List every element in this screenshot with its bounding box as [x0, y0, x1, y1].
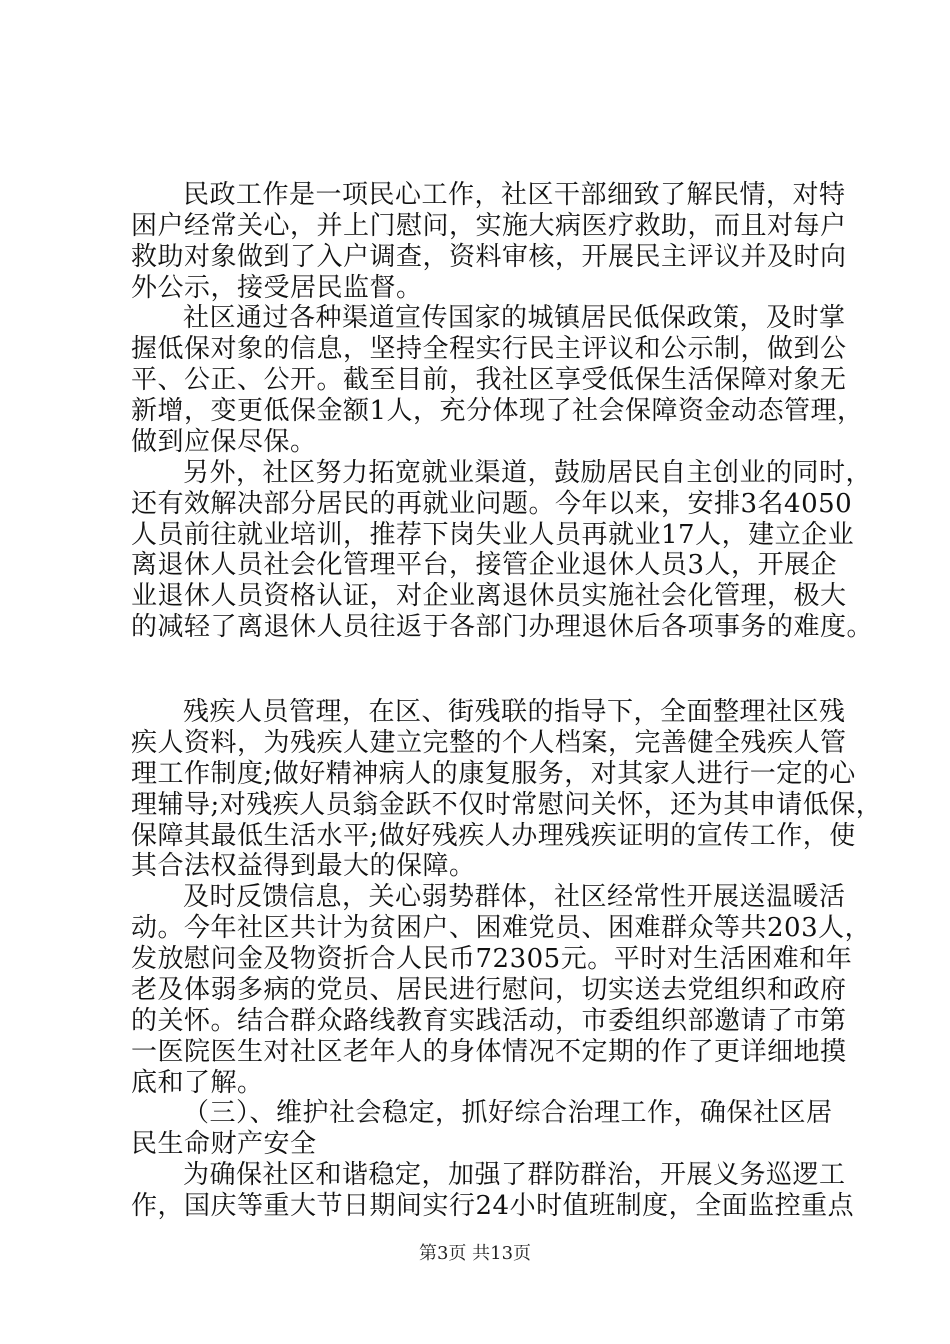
section-heading: （三）、维护社会稳定，抓好综合治理工作，确保社区居 [183, 1098, 833, 1128]
text-line: 动。今年社区共计为贫困户、困难党员、困难群众等共203人， [131, 913, 872, 943]
text-line: 民政工作是一项民心工作，社区干部细致了解民情，对特 [183, 180, 846, 210]
page-number-footer: 第3页 共13页 [418, 1243, 532, 1264]
text-line: 平、公正、公开。截至目前，我社区享受低保生活保障对象无 [131, 365, 847, 395]
text-line: 及时反馈信息，关心弱势群体，社区经常性开展送温暖活 [183, 882, 846, 912]
text-line: 另外，社区努力拓宽就业渠道，鼓励居民自主创业的同时， [183, 458, 873, 488]
text-line: 理辅导;对残疾人员翁金跃不仅时常慰问关怀，还为其申请低保， [131, 790, 883, 820]
text-line: 的减轻了离退休人员往返于各部门办理退休后各项事务的难度。 [131, 612, 874, 642]
text-line: 疾人资料，为残疾人建立完整的个人档案，完善健全残疾人管 [131, 728, 847, 758]
text-line: 一医院医生对社区老年人的身体情况不定期的作了更详细地摸 [131, 1037, 847, 1067]
text-line: 救助对象做到了入户调查，资料审核，开展民主评议并及时向 [131, 242, 847, 272]
text-line: 底和了解。 [131, 1068, 264, 1098]
text-line: 还有效解决部分居民的再就业问题。今年以来，安排3名4050 [131, 489, 853, 519]
text-line: 业退休人员资格认证，对企业离退休员实施社会化管理，极大 [131, 581, 847, 611]
text-line: 为确保社区和谐稳定，加强了群防群治，开展义务巡逻工 [183, 1160, 846, 1190]
text-line: 老及体弱多病的党员、居民进行慰问，切实送去党组织和政府 [131, 975, 847, 1005]
text-line: 社区通过各种渠道宣传国家的城镇居民低保政策，及时掌 [183, 303, 846, 333]
text-line: 新增，变更低保金额1人，充分体现了社会保障资金动态管理， [131, 396, 864, 426]
section-heading: 民生命财产安全 [131, 1129, 317, 1159]
text-line: 发放慰问金及物资折合人民币72305元。平时对生活困难和年 [131, 944, 853, 974]
text-line: 的关怀。结合群众路线教育实践活动，市委组织部邀请了市第 [131, 1006, 847, 1036]
text-line: 保障其最低生活水平;做好残疾人办理残疾证明的宣传工作，使 [131, 821, 856, 851]
text-line: 人员前往就业培训，推荐下岗失业人员再就业17人，建立企业 [131, 520, 855, 550]
text-line: 作，国庆等重大节日期间实行24小时值班制度，全面监控重点 [131, 1191, 855, 1221]
text-line: 困户经常关心，并上门慰问，实施大病医疗救助，而且对每户 [131, 211, 847, 241]
text-line: 握低保对象的信息，坚持全程实行民主评议和公示制，做到公 [131, 334, 847, 364]
text-line: 离退休人员社会化管理平台，接管企业退休人员3人，开展企 [131, 550, 838, 580]
text-line: 做到应保尽保。 [131, 427, 317, 457]
text-line: 理工作制度;做好精神病人的康复服务，对其家人进行一定的心 [131, 759, 856, 789]
text-line: 外公示，接受居民监督。 [131, 273, 423, 303]
text-line: 残疾人员管理，在区、街残联的指导下，全面整理社区残 [183, 697, 846, 727]
text-line: 其合法权益得到最大的保障。 [131, 851, 476, 881]
